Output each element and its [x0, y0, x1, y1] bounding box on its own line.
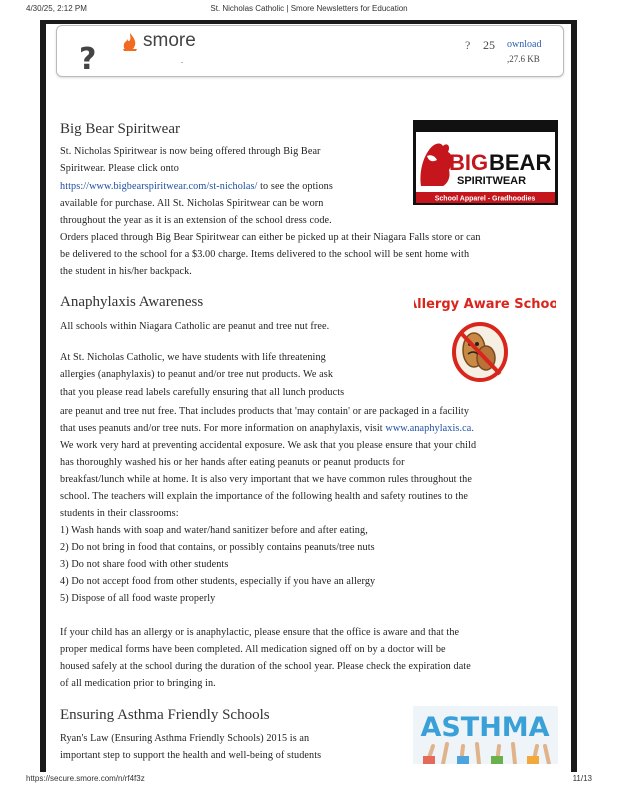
anaphylaxis-line-6: We work very hard at preventing accidental exposure. We ask that you please ensure that your child [60, 440, 477, 451]
anaphylaxis-link[interactable]: www.anaphylaxis.ca. [385, 423, 475, 434]
anaphylaxis-followup-3: housed safely at the school during the duration of the school year. Please check the expiration date [60, 661, 471, 672]
anaphylaxis-line-9: school. The teachers will explain the importance of the following health and safety routines to the [60, 491, 469, 502]
brand-logo[interactable]: smore [143, 30, 196, 51]
anaphylaxis-rule-4: 4) Do not accept food from other students, especially if you have an allergy [60, 576, 376, 587]
anaphylaxis-rule-1: 1) Wash hands with soap and water/hand sanitizer before and after eating, [60, 525, 368, 536]
bigbear-line-7: be delivered to the school for a $3.00 charge. Items delivered to the school will be sent home with [60, 249, 470, 260]
asthma-heading: Ensuring Asthma Friendly Schools [60, 707, 270, 723]
bigbear-logo[interactable] [413, 120, 558, 205]
print-url: https://secure.smore.com/n/rf4f3z [26, 774, 145, 783]
anaphylaxis-line-4: are peanut and tree nut free. That includes products that 'may contain' or are packaged in a facility [60, 406, 470, 417]
bigbear-link[interactable]: https://www.bigbearspiritwear.com/st-nicholas/ [60, 181, 258, 192]
allergy-aware-text: Allergy Aware School [414, 297, 556, 312]
print-header [0, 4, 618, 18]
bigbear-tagline: School Apparel - Gradhoodies [434, 195, 536, 203]
bigbear-heading: Big Bear Spiritwear [60, 121, 180, 137]
print-footer [0, 774, 618, 788]
anaphylaxis-line-5-text: that uses peanuts and/or tree nuts. For more information on anaphylaxis, visit [60, 423, 383, 434]
asthma-title: ASTHMA [420, 712, 550, 743]
allergy-aware-badge [414, 292, 556, 392]
anaphylaxis-line-10: students in their classrooms: [60, 508, 179, 519]
anaphylaxis-line-2: allergies (anaphylaxis) to peanut and/or tree nut products. We ask [60, 369, 334, 380]
anaphylaxis-followup-4: of all medication prior to bringing in. [60, 678, 216, 689]
anaphylaxis-rule-5: 5) Dispose of all food waste properly [60, 593, 216, 604]
bigbear-line-3-text: to see the options [260, 181, 333, 192]
anaphylaxis-followup-1: If your child has an allergy or is anaphylactic, please ensure that the office is aware and that the [60, 627, 460, 638]
asthma-image [413, 706, 558, 764]
anaphylaxis-line-7: has thoroughly washed his or her hands after eating peanuts or peanut products for [60, 457, 405, 468]
asthma-line-2: important step to support the health and well-being of students [60, 750, 322, 761]
help-icon[interactable]: ? [465, 38, 471, 52]
bigbear-line-6: Orders placed through Big Bear Spiritwear can either be picked up at their Niagara Falls store or can [60, 232, 481, 243]
bigbear-line-2: Spiritwear. Please click onto [60, 163, 179, 174]
anaphylaxis-rule-3: 3) Do not share food with other students [60, 559, 229, 570]
anaphylaxis-intro: All schools within Niagara Catholic are peanut and tree nut free. [60, 321, 330, 332]
anaphylaxis-rule-2: 2) Do not bring in food that contains, or possibly contains peanuts/tree nuts [60, 542, 375, 553]
bigbear-line-5: throughout the year as it is an extension of the school dress code. [60, 215, 332, 226]
page-count: 25 [483, 38, 495, 52]
asthma-art [413, 706, 558, 764]
bigbear-spirit: SPIRITWEAR [457, 175, 527, 187]
anaphylaxis-followup-2: proper medical forms have been completed. All medication signed off on by a doctor will be [60, 644, 446, 655]
flame-icon [121, 32, 139, 52]
bigbear-line-8: the student in his/her backpack. [60, 266, 192, 277]
print-title: St. Nicholas Catholic | Smore Newsletters for Education [210, 4, 408, 13]
bigbear-logo-art [413, 120, 558, 205]
anaphylaxis-line-5 [60, 420, 474, 438]
anaphylaxis-heading: Anaphylaxis Awareness [60, 294, 204, 310]
question-mark-icon[interactable]: ? [79, 42, 97, 77]
asthma-line-1: Ryan's Law (Ensuring Asthma Friendly Schools) 2015 is an [60, 733, 310, 744]
download-link[interactable]: ownload [507, 39, 542, 50]
smore-toolbar [56, 25, 564, 77]
print-datetime: 4/30/25, 2:12 PM [26, 4, 87, 13]
brand-dot: . [181, 56, 183, 65]
print-page-number: 11/13 [572, 774, 592, 783]
anaphylaxis-line-1: At St. Nicholas Catholic, we have students with life threatening [60, 352, 326, 363]
anaphylaxis-line-8: breakfast/lunch while at home. It is also very important that we have common rules throughout the [60, 474, 473, 485]
allergy-aware-art [414, 292, 556, 392]
bigbear-big: BIG [449, 150, 489, 175]
bigbear-line-1: St. Nicholas Spiritwear is now being offered through Big Bear [60, 146, 321, 157]
file-size: ,27.6 KB [507, 54, 540, 64]
bigbear-bear: BEAR [489, 150, 552, 175]
bigbear-line-4: available for purchase. All St. Nicholas Spiritwear can be worn [60, 198, 324, 209]
bigbear-line-3 [60, 178, 333, 196]
anaphylaxis-line-3: that you please read labels carefully ensuring that all lunch products [60, 387, 345, 398]
